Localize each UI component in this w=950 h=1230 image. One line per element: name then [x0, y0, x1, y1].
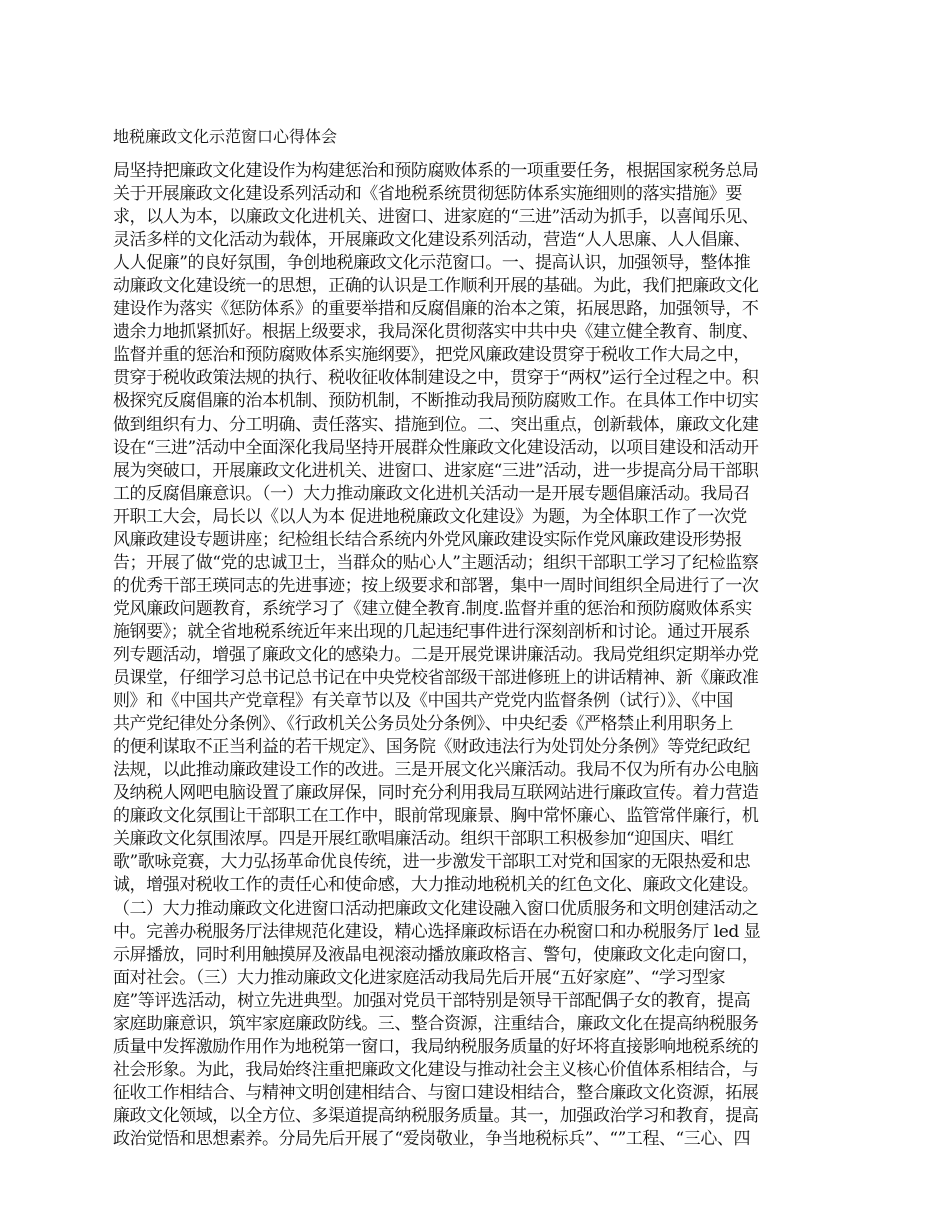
body-text-line: 风廉政建设专题讲座；纪检组长结合系统内外党风廉政建设实际作党风廉政建设形势报: [113, 529, 742, 550]
body-text-line: 贯穿于税收政策法规的执行、税收征收体制建设之中，贯穿于“两权”运行全过程之中。积: [113, 368, 759, 389]
body-text-line: 施钢要》；就全省地税系统近年来出现的几起违纪事件进行深刻剖析和讨论。通过开展系: [113, 621, 750, 642]
body-text-line: 极探究反腐倡廉的治本机制、预防机制，不断推动我局预防腐败工作。在具体工作中切实: [113, 391, 759, 412]
body-text-line: 征收工作相结合、与精神文明创建相结合、与窗口建设相结合，整合廉政文化资源，拓展: [113, 1082, 759, 1103]
body-text-line: 质量中发挥激励作用作为地税第一窗口，我局纳税服务质量的好坏将直接影响地税系统的: [113, 1036, 759, 1057]
body-text-line: 求，以人为本，以廉政文化进机关、进窗口、进家庭的“三进”活动为抓手，以喜闻乐见、: [113, 207, 759, 228]
body-text-line: 关廉政文化氛围浓厚。四是开展红歌唱廉活动。组织干部职工积极参加“迎国庆、唱红: [113, 829, 734, 850]
body-text-line: 做到组织有力、分工明确、责任落实、措施到位。二、突出重点，创新载体，廉政文化建: [113, 414, 759, 435]
body-text-line: 示屏播放，同时利用触摸屏及液晶电视滚动播放廉政格言、警句，使廉政文化走向窗口，: [113, 944, 759, 965]
body-text-line: 中。完善办税服务厅法律规范化建设，精心选择廉政标语在办税窗口和办税服务厅 led 显: [113, 921, 761, 942]
body-text-line: 则》和《中国共产党章程》有关章节以及《中国共产党党内监督条例（试行）》、《中国: [113, 691, 733, 712]
body-text-line: 列专题活动，增强了廉政文化的感染力。二是开展党课讲廉活动。我局党组织定期举办党: [113, 644, 759, 665]
body-text-line: （二）大力推动廉政文化进窗口活动把廉政文化建设融入窗口优质服务和文明创建活动之: [113, 898, 759, 919]
body-text-line: 开职工大会，局长以《以人为本 促进地税廉政文化建设》为题，为全体职工作了一次党: [113, 506, 747, 527]
body-text-line: 灵活多样的文化活动为载体，开展廉政文化建设系列活动，营造“人人思廉、人人倡廉、: [113, 230, 751, 251]
body-text-line: 家庭助廉意识，筑牢家庭廉政防线。三、整合资源，注重结合，廉政文化在提高纳税服务: [113, 1013, 759, 1034]
body-text-line: 的优秀干部王瑛同志的先进事迹；按上级要求和部署，集中一周时间组织全局进行了一次: [113, 575, 759, 596]
body-text-line: 庭”等评选活动，树立先进典型。加强对党员干部特别是领导干部配偶子女的教育，提高: [113, 990, 751, 1011]
body-text-line: 社会形象。为此，我局始终注重把廉政文化建设与推动社会主义核心价值体系相结合，与: [113, 1059, 759, 1080]
body-text-line: 面对社会。（三）大力推动廉政文化进家庭活动我局先后开展“五好家庭”、“学习型家: [113, 967, 726, 988]
body-text-line: 告；开展了做“党的忠诚卫士，当群众的贴心人”主题活动；组织干部职工学习了纪检监察: [113, 552, 759, 573]
body-text-line: 动廉政文化建设统一的思想，正确的认识是工作顺利开展的基础。为此，我们把廉政文化: [113, 276, 759, 297]
body-text-line: 监督并重的惩治和预防腐败体系实施纲要》，把党风廉政建设贯穿于税收工作大局之中，: [113, 345, 750, 366]
document-title: 地税廉政文化示范窗口心得体会: [113, 127, 338, 146]
body-text-line: 政治觉悟和思想素养。分局先后开展了“爱岗敬业，争当地税标兵”、“”工程、“三心、四: [113, 1128, 751, 1149]
body-text-line: 展为突破口，开展廉政文化进机关、进窗口、进家庭“三进”活动，进一步提高分局干部职: [113, 460, 759, 481]
body-text-line: 诚，增强对税收工作的责任心和使命感，大力推动地税机关的红色文化、廉政文化建设。: [113, 875, 759, 896]
body-text-line: 及纳税人网吧电脑设置了廉政屏保，同时充分利用我局互联网站进行廉政宣传。着力营造: [113, 783, 759, 804]
body-text-line: 歌”歌咏竞赛，大力弘扬革命优良传统，进一步激发干部职工对党和国家的无限热爱和忠: [113, 852, 751, 873]
body-text-line: 建设作为落实《惩防体系》的重要举措和反腐倡廉的治本之策，拓展思路，加强领导，不: [113, 299, 759, 320]
body-text-line: 法规，以此推动廉政建设工作的改进。三是开展文化兴廉活动。我局不仅为所有办公电脑: [113, 760, 759, 781]
body-text-line: 共产党纪律处分条例》、《行政机关公务员处分条例》、中央纪委《严格禁止利用职务上: [113, 714, 733, 735]
body-text-line: 党风廉政问题教育，系统学习了《建立健全教育.制度.监督并重的惩治和预防腐败体系实: [113, 598, 752, 619]
body-text-line: 廉政文化领域，以全方位、多渠道提高纳税服务质量。其一，加强政治学习和教育，提高: [113, 1105, 759, 1126]
body-text-line: 的廉政文化氛围让干部职工在工作中，眼前常现廉景、胸中常怀廉心、监管常伴廉行，机: [113, 806, 759, 827]
body-text-line: 员课堂，仔细学习总书记总书记在中央党校省部级干部进修班上的讲话精神、新《廉政准: [113, 668, 759, 689]
body-text-line: 局坚持把廉政文化建设作为构建惩治和预防腐败体系的一项重要任务，根据国家税务总局: [113, 161, 759, 181]
body-text-line: 遗余力地抓紧抓好。根据上级要求，我局深化贯彻落实中共中央《建立健全教育、制度、: [113, 322, 759, 343]
document-body: [113, 160, 843, 1151]
body-text-line: 人人促廉”的良好氛围，争创地税廉政文化示范窗口。一、提高认识，加强领导，整体推: [113, 253, 751, 274]
body-text-line: 关于开展廉政文化建设系列活动和《省地税系统贯彻惩防体系实施细则的落实措施》要: [113, 184, 742, 205]
body-text-line: 工的反腐倡廉意识。（一）大力推动廉政文化进机关活动一是开展专题倡廉活动。我局召: [113, 483, 750, 504]
body-text-line: 的便利谋取不正当利益的若干规定》、国务院《财政违法行为处罚处分条例》等党纪政纪: [113, 737, 750, 758]
body-text-line: 设在“三进”活动中全面深化我局坚持开展群众性廉政文化建设活动，以项目建设和活动开: [113, 437, 759, 458]
